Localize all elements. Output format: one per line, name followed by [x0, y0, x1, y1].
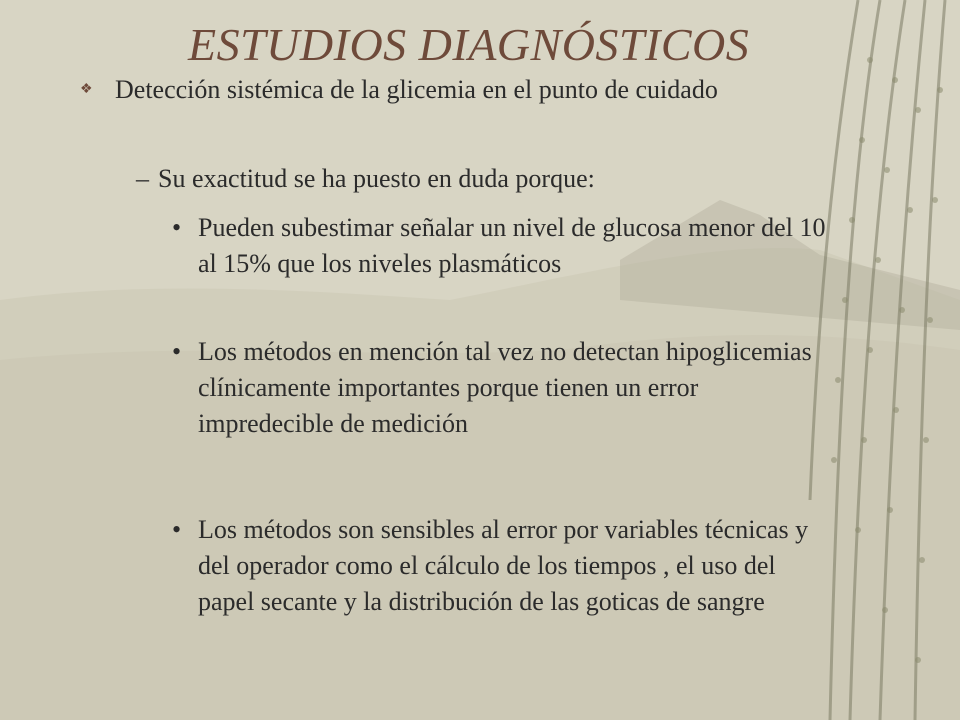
bullet-level1-text: Detección sistémica de la glicemia en el punto de cuidado: [115, 75, 718, 104]
point-text: Los métodos son sensibles al error por variables técnicas y del operador como el cálculo de los tiempos , el uso del papel secante y la distribución de las goticas de sangre: [198, 515, 809, 616]
dot-bullet-icon: •: [172, 213, 182, 242]
point-text: Los métodos en mención tal vez no detectan hipoglicemias clínicamente importantes porque tienen un error impredecible de medición: [198, 337, 812, 438]
point-item: [172, 210, 828, 282]
diamond-bullet-icon: ❖: [80, 82, 93, 97]
subbullet-level2: [136, 163, 858, 195]
dash-bullet-icon: –: [136, 164, 149, 193]
point-item: [172, 512, 828, 620]
point-text: Pueden subestimar señalar un nivel de glucosa menor del 10 al 15% que los niveles plasmáticos: [198, 213, 826, 278]
slide-title: ESTUDIOS DIAGNÓSTICOS: [188, 19, 750, 70]
dot-bullet-icon: •: [172, 515, 182, 544]
subbullet-level2-text: Su exactitud se ha puesto en duda porque:: [158, 164, 595, 193]
point-item: [172, 334, 828, 442]
bullet-level1: [80, 74, 855, 106]
dot-bullet-icon: •: [172, 337, 182, 366]
